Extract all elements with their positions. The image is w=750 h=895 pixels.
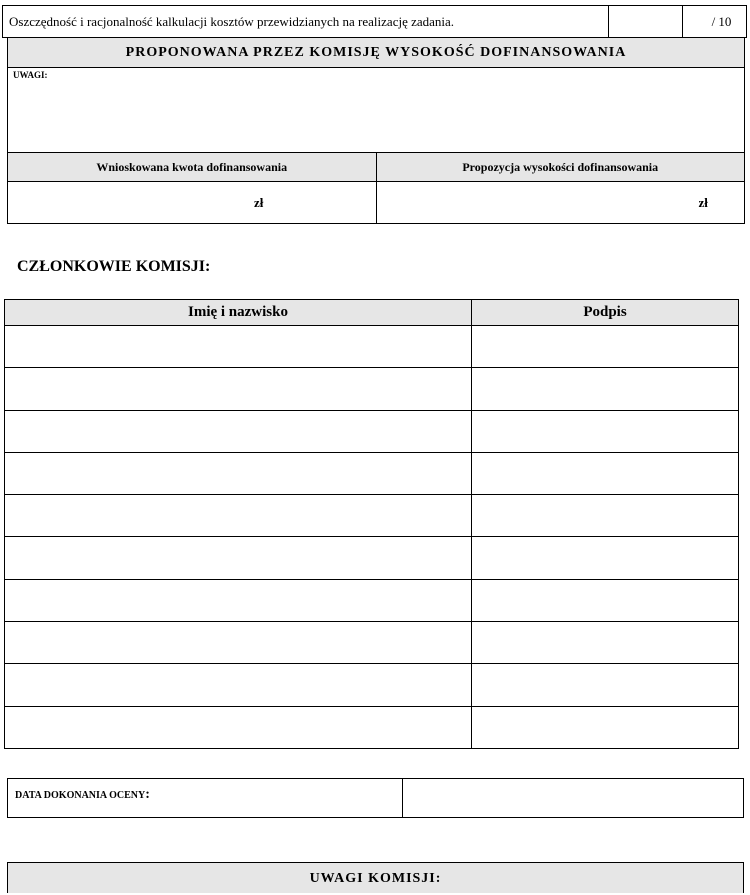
member-signature-field[interactable] xyxy=(472,622,739,664)
table-row xyxy=(5,368,739,410)
criteria-row-table xyxy=(2,5,747,38)
funding-table xyxy=(7,37,745,224)
funding-title: PROPONOWANA PRZEZ KOMISJĘ WYSOKOŚĆ DOFINANSOWANIA xyxy=(8,38,745,68)
table-row xyxy=(5,495,739,537)
table-row xyxy=(5,622,739,664)
member-name-field[interactable] xyxy=(5,495,472,537)
member-name-field[interactable] xyxy=(5,664,472,706)
member-signature-field[interactable] xyxy=(472,452,739,494)
member-signature-field[interactable] xyxy=(472,579,739,621)
date-label: DATA DOKONANIA OCENY xyxy=(15,790,146,801)
member-signature-field[interactable] xyxy=(472,410,739,452)
criteria-score-cell[interactable] xyxy=(609,6,683,38)
requested-currency: zł xyxy=(254,194,264,210)
requested-amount-header: Wnioskowana kwota dofinansowania xyxy=(8,153,377,182)
criteria-max-score: / 10 xyxy=(683,6,747,38)
table-row xyxy=(5,706,739,748)
member-signature-field[interactable] xyxy=(472,706,739,748)
date-table xyxy=(7,778,744,818)
committee-remarks-title: UWAGI KOMISJI: xyxy=(7,862,744,893)
member-signature-field[interactable] xyxy=(472,495,739,537)
table-row xyxy=(5,664,739,706)
member-signature-field[interactable] xyxy=(472,664,739,706)
proposed-amount-field[interactable] xyxy=(376,182,745,224)
member-name-field[interactable] xyxy=(5,452,472,494)
date-field[interactable] xyxy=(403,779,744,818)
member-name-field[interactable] xyxy=(5,579,472,621)
date-label-cell xyxy=(8,779,403,818)
member-name-field[interactable] xyxy=(5,368,472,410)
member-name-field[interactable] xyxy=(5,326,472,368)
members-section-title: CZŁONKOWIE KOMISJI: xyxy=(17,258,211,275)
table-row xyxy=(5,537,739,579)
table-row xyxy=(5,579,739,621)
members-table xyxy=(4,299,739,749)
requested-amount-field[interactable] xyxy=(8,182,377,224)
funding-notes-label: UWAGI: xyxy=(13,70,48,80)
member-name-field[interactable] xyxy=(5,537,472,579)
table-row xyxy=(5,326,739,368)
member-name-field[interactable] xyxy=(5,706,472,748)
criteria-text: Oszczędność i racjonalność kalkulacji kosztów przewidzianych na realizację zadania. xyxy=(3,6,609,38)
member-signature-field[interactable] xyxy=(472,326,739,368)
signature-column-header: Podpis xyxy=(472,300,739,326)
member-name-field[interactable] xyxy=(5,622,472,664)
date-colon: : xyxy=(145,787,150,802)
table-row xyxy=(5,410,739,452)
proposed-amount-header: Propozycja wysokości dofinansowania xyxy=(376,153,745,182)
name-column-header: Imię i nazwisko xyxy=(5,300,472,326)
proposed-currency: zł xyxy=(698,194,708,210)
table-row xyxy=(5,452,739,494)
member-signature-field[interactable] xyxy=(472,537,739,579)
member-name-field[interactable] xyxy=(5,410,472,452)
member-signature-field[interactable] xyxy=(472,368,739,410)
funding-notes-field[interactable] xyxy=(8,68,745,153)
